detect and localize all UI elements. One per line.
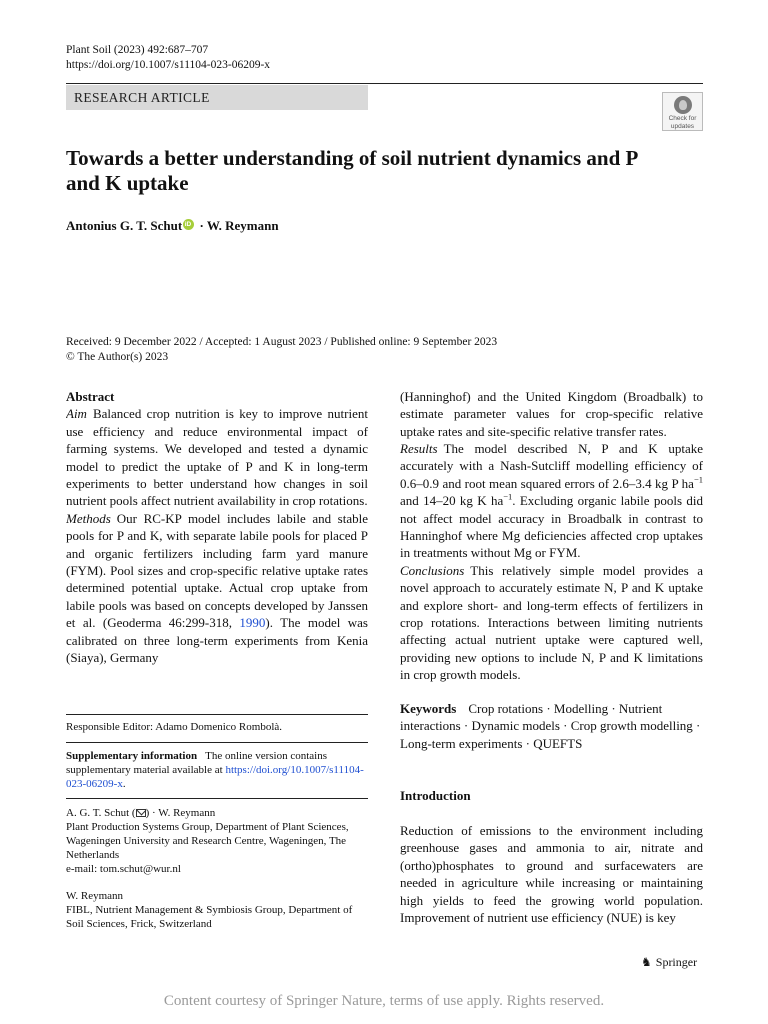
reference-link[interactable]: 1990 — [239, 615, 266, 631]
supplementary-end: . — [122, 778, 126, 790]
results-sup-2: −1 — [503, 491, 513, 502]
abstract-left-column — [66, 388, 368, 684]
journal-citation — [66, 43, 270, 73]
aim-text: Balanced crop nutrition is key to improve nutrient use efficiency and reduce environmental impact of farming systems. We developed and tested a dynamic model to predict the uptake of P and K in long-term experiments to better understand how changes in soil nutrient pools affect nutrient availability in crop rotations. — [66, 406, 368, 509]
copyright-line: © The Author(s) 2023 — [66, 350, 169, 363]
footnote-rule — [66, 742, 368, 743]
conclusions-label: Conclusions — [400, 562, 465, 578]
author-name[interactable]: Antonius G. T. Schut — [66, 218, 183, 233]
results-text-3: . Excluding organic labile pools did not affect model accuracy in Broadbalk in contrast to Hanninghof where Mg deficiencies affected crop uptakes in treatments without Mg or FYM. — [400, 493, 703, 561]
abstract-results — [400, 440, 703, 562]
history-dates: Received: 9 December 2022 / Accepted: 1 August 2023 / Published online: 9 September 2023 — [66, 336, 498, 348]
orcid-icon[interactable] — [183, 219, 194, 230]
keywords-text: Crop rotations · Modelling · Nutrient interactions · Dynamic models · Crop growth modelling · Long-term experiments · QUEFTS — [400, 701, 701, 751]
affiliation-address: Plant Production Systems Group, Department of Plant Sciences, Wageningen University and Research Centre, Wageningen, The Netherlands — [66, 821, 349, 861]
crossmark-label-1: Check for — [668, 115, 697, 122]
springer-horse-icon: ♞ — [641, 955, 652, 969]
crossmark-button[interactable] — [662, 92, 703, 131]
supplementary-link[interactable]: https://doi.org/10.1007/s11104-023-06209-x — [66, 764, 364, 790]
supplementary-text: The online version contains supplementary material available at — [66, 750, 327, 776]
keywords-block — [400, 700, 703, 752]
supplementary-note — [66, 749, 368, 791]
author-separator: · — [196, 218, 207, 233]
editor-note: Responsible Editor: Adamo Domenico Rombolà. — [66, 721, 283, 733]
abstract-conclusions — [400, 562, 703, 684]
author-name[interactable]: W. Reymann — [206, 218, 279, 233]
courtesy-watermark: Content courtesy of Springer Nature, terms of use apply. Rights reserved. — [163, 993, 605, 1009]
crossmark-icon — [674, 96, 692, 114]
introduction-heading: Introduction — [400, 788, 471, 803]
results-sup: −1 — [693, 474, 703, 485]
results-text: The model described N, P and K uptake accurately with a Nash-Sutcliff modelling efficiency of 0.6–0.9 and root mean squared errors of 2.6–3.4 kg P ha — [400, 441, 703, 491]
affiliation-author: W. Reymann — [66, 890, 124, 902]
article-type-banner: RESEARCH ARTICLE — [66, 85, 368, 110]
aim-label: Aim — [66, 406, 87, 422]
crossmark-label-2: updates — [670, 123, 695, 130]
abstract-aim — [66, 405, 368, 509]
abstract-heading: Abstract — [66, 389, 115, 404]
author-list — [66, 218, 279, 234]
envelope-icon[interactable] — [136, 809, 146, 817]
affiliation-1 — [66, 806, 368, 876]
affiliation-email[interactable]: e-mail: tom.schut@wur.nl — [66, 863, 181, 875]
abstract-methods — [66, 510, 368, 667]
supplementary-label: Supplementary information — [66, 750, 198, 762]
methods-text: Our RC-KP model includes labile and stable pools for P and K, with separate labile pools for placed P and organic fertilizers including farm yard manure (FYM). Pool sizes and crop-specific relative uptake rates determined potential uptake. Actual crop uptake from labile pools was based on concepts developed by Janssen et al. (Geoderma 46:299-318, — [66, 510, 368, 631]
publication-history — [66, 335, 497, 364]
methods-text-overflow: (Hanninghof) and the United Kingdom (Broadbalk) to estimate parameter values for crop-specific relative uptake rates and site-specific relative transfer rates. — [400, 389, 703, 439]
publisher-logo — [641, 955, 697, 970]
introduction-text: Reduction of emissions to the environment including greenhouse gases and ammonia to air, nitrate and (ortho)phosphates to ground and surfacewaters are needed in agriculture while increasing or maintaining high yields to feed the growing world population. Improvement of nutrient use efficiency (NUE) is key — [400, 823, 703, 926]
methods-label: Methods — [66, 510, 111, 526]
abstract-continuation — [400, 388, 703, 684]
methods-text-cont: ). The model was calibrated on three long-term experiments from Kenia (Siaya), Germany — [66, 615, 368, 666]
keywords-label: Keywords — [400, 701, 457, 716]
affiliation-author-name: A. G. T. Schut ( — [66, 807, 136, 819]
header-rule — [66, 83, 703, 84]
publisher-name: Springer — [655, 955, 698, 969]
footnote-rule — [66, 714, 368, 715]
affiliation-author-name-2: ) · W. Reymann — [145, 807, 216, 819]
affiliation-address: FIBL, Nutrient Management & Symbiosis Group, Department of Soil Sciences, Frick, Switzerland — [66, 904, 353, 930]
affiliation-2 — [66, 889, 368, 931]
affiliation-authors — [66, 806, 368, 820]
doi-line[interactable]: https://doi.org/10.1007/s11104-023-06209-x — [66, 59, 271, 71]
article-title: Towards a better understanding of soil nutrient dynamics and P and K uptake — [66, 146, 638, 195]
results-text-2: and 14–20 kg K ha — [400, 493, 504, 509]
results-label: Results — [400, 441, 438, 456]
conclusions-text: This relatively simple model provides a novel approach to accurately estimate N, P and K uptake and explore short- and long-term effects of fertilizers in crop rotations. Interactions between limiting nutrients affecting actual nutrient uptake were captured well, providing new options to include N, P and K limitations in crop growth models. — [400, 562, 703, 683]
footnote-rule — [66, 798, 368, 799]
journal-line: Plant Soil (2023) 492:687–707 — [66, 44, 209, 56]
